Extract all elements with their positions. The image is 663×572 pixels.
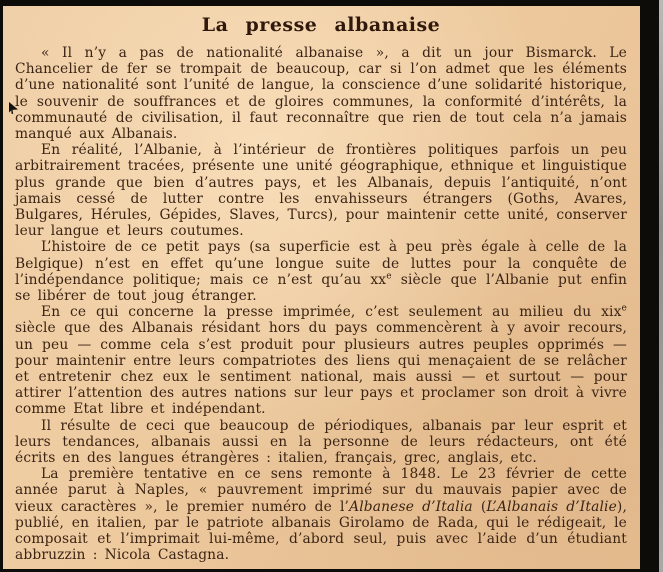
scan-right-edge [659, 0, 663, 572]
paragraph: « Il n’y a pas de nationalité albanaise », a dit un jour Bismarck. Le Chancelier de fer se trompait de beaucoup, car si l’on admet que les éléments d’une nationalité sont l’unité de langue, la conscience d’une solidarité historique, le souvenir de souffrances et de gloires communes, la conformité d’intérêts, la communauté de civilisation, il faut reconnaître que rien de tout cela n’a jamais manqué aux Albanais. [15, 45, 627, 143]
paragraph: En réalité, l’Albanie, à l’intérieur de frontières politiques parfois un peu arbitrairement tracées, présente une unité géographique, ethnique et linguistique plus grande que bien d’autres pays, et les Albanais, depuis l’antiquité, n’ont jamais cessé de lutter contre les envahisseurs étrangers (Goths, Avares, Bulgares, Hérules, Gépides, Slaves, Turcs), pour maintenir cette unité, conserver leur langue et leurs coutumes. [15, 142, 627, 240]
page-title: La presse albanaise [201, 14, 441, 36]
page-surface [3, 6, 640, 569]
paragraph: En ce qui concerne la presse imprimée, c’est seulement au milieu du xix$^e$ siècle que des Albanais résidant hors du pays commencèrent à y avoir recours, un peu — comme cela s’est produit pour plusieurs autres peuples opprimés — pour maintenir entre leurs compatriotes des liens qui menaçaient de se relâcher et entretenir chez eux le sentiment national, mais aussi — et surtout — pour attirer l’attention des autres nations sur leur pays et proclamer son droit à vivre comme Etat libre et indépendant. [15, 303, 627, 418]
paragraph: L’histoire de ce petit pays (sa superficie est à peu près égale à celle de la Belgique) n’est en effet qu’une longue suite de luttes pour la conquête de l’indépendance politique; mais ce n’est qu’au $xx^e$ siècle que l’Albanie put enfin se libérer de tout joug étranger. [15, 239, 627, 305]
paragraph: Il résulte de ceci que beaucoup de périodiques, albanais par leur esprit et leurs tendances, albanais aussi en la personne de leurs rédacteurs, ont été écrits en des langues étrangères : italien, français, grec, anglais, etc. [15, 417, 627, 467]
paragraph: La première tentative en ce sens remonte à 1848. Le 23 février de cette année parut à Naples, « pauvrement imprimé sur du mauvais papier avec de vieux caractères », le premier numéro de l’Albanese d’Italia (L’Albanais d’Italie), publié, en italien, par le patriote albanais Girolamo de Rada, qui le rédigeait, le composait et l’imprimait lui-même, d’abord seul, puis avec l’aide d’un étudiant abbruzzin : Nicola Castagna. [15, 466, 627, 564]
article-body [15, 45, 627, 564]
